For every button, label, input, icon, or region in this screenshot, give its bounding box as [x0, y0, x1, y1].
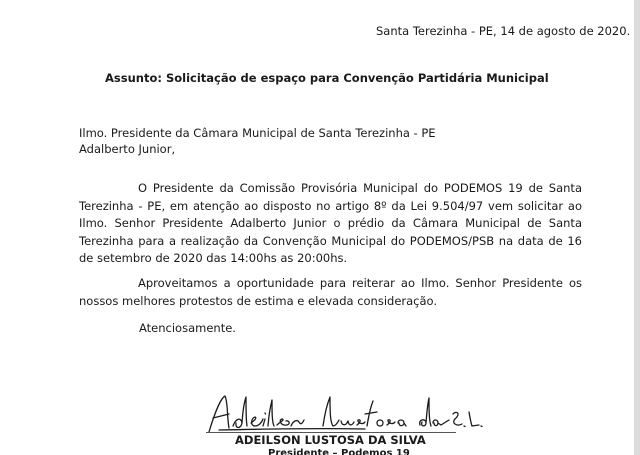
recipient-name: Adalberto Junior, [79, 142, 176, 156]
closing-salutation: Atenciosamente. [139, 321, 236, 335]
subject-line: Assunto: Solicitação de espaço para Convenção Partidária Municipal [105, 71, 549, 85]
recipient-block [79, 125, 436, 157]
signer-name: ADEILSON LUSTOSA DA SILVA [235, 433, 426, 447]
body-paragraph-regards: Aproveitamos a oportunidade para reiterar ao Ilmo. Senhor Presidente os nossos melhores protestos de estima e elevada consideração. [79, 276, 582, 308]
recipient-title: Ilmo. Presidente da Câmara Municipal de Santa Terezinha - PE [79, 126, 436, 140]
body-paragraph-request: O Presidente da Comissão Provisória Municipal do PODEMOS 19 de Santa Terezinha - PE, em atenção ao disposto no artigo 8º da Lei 9.504/97 vem solicitar ao Ilmo. Senhor Presidente Adalberto Junior o prédio da Câmara Municipal de Santa Terezinha para a realização da Convenção Municipal do PODEMOS/PSB na data de 16 de setembro de 2020 das 14:00hs as 20:00hs. [79, 181, 582, 265]
viewer-background-edge [634, 0, 640, 455]
signer-title: Presidente – Podemos 19 [268, 448, 410, 455]
place-and-date: Santa Terezinha - PE, 14 de agosto de 2020. [376, 24, 631, 38]
